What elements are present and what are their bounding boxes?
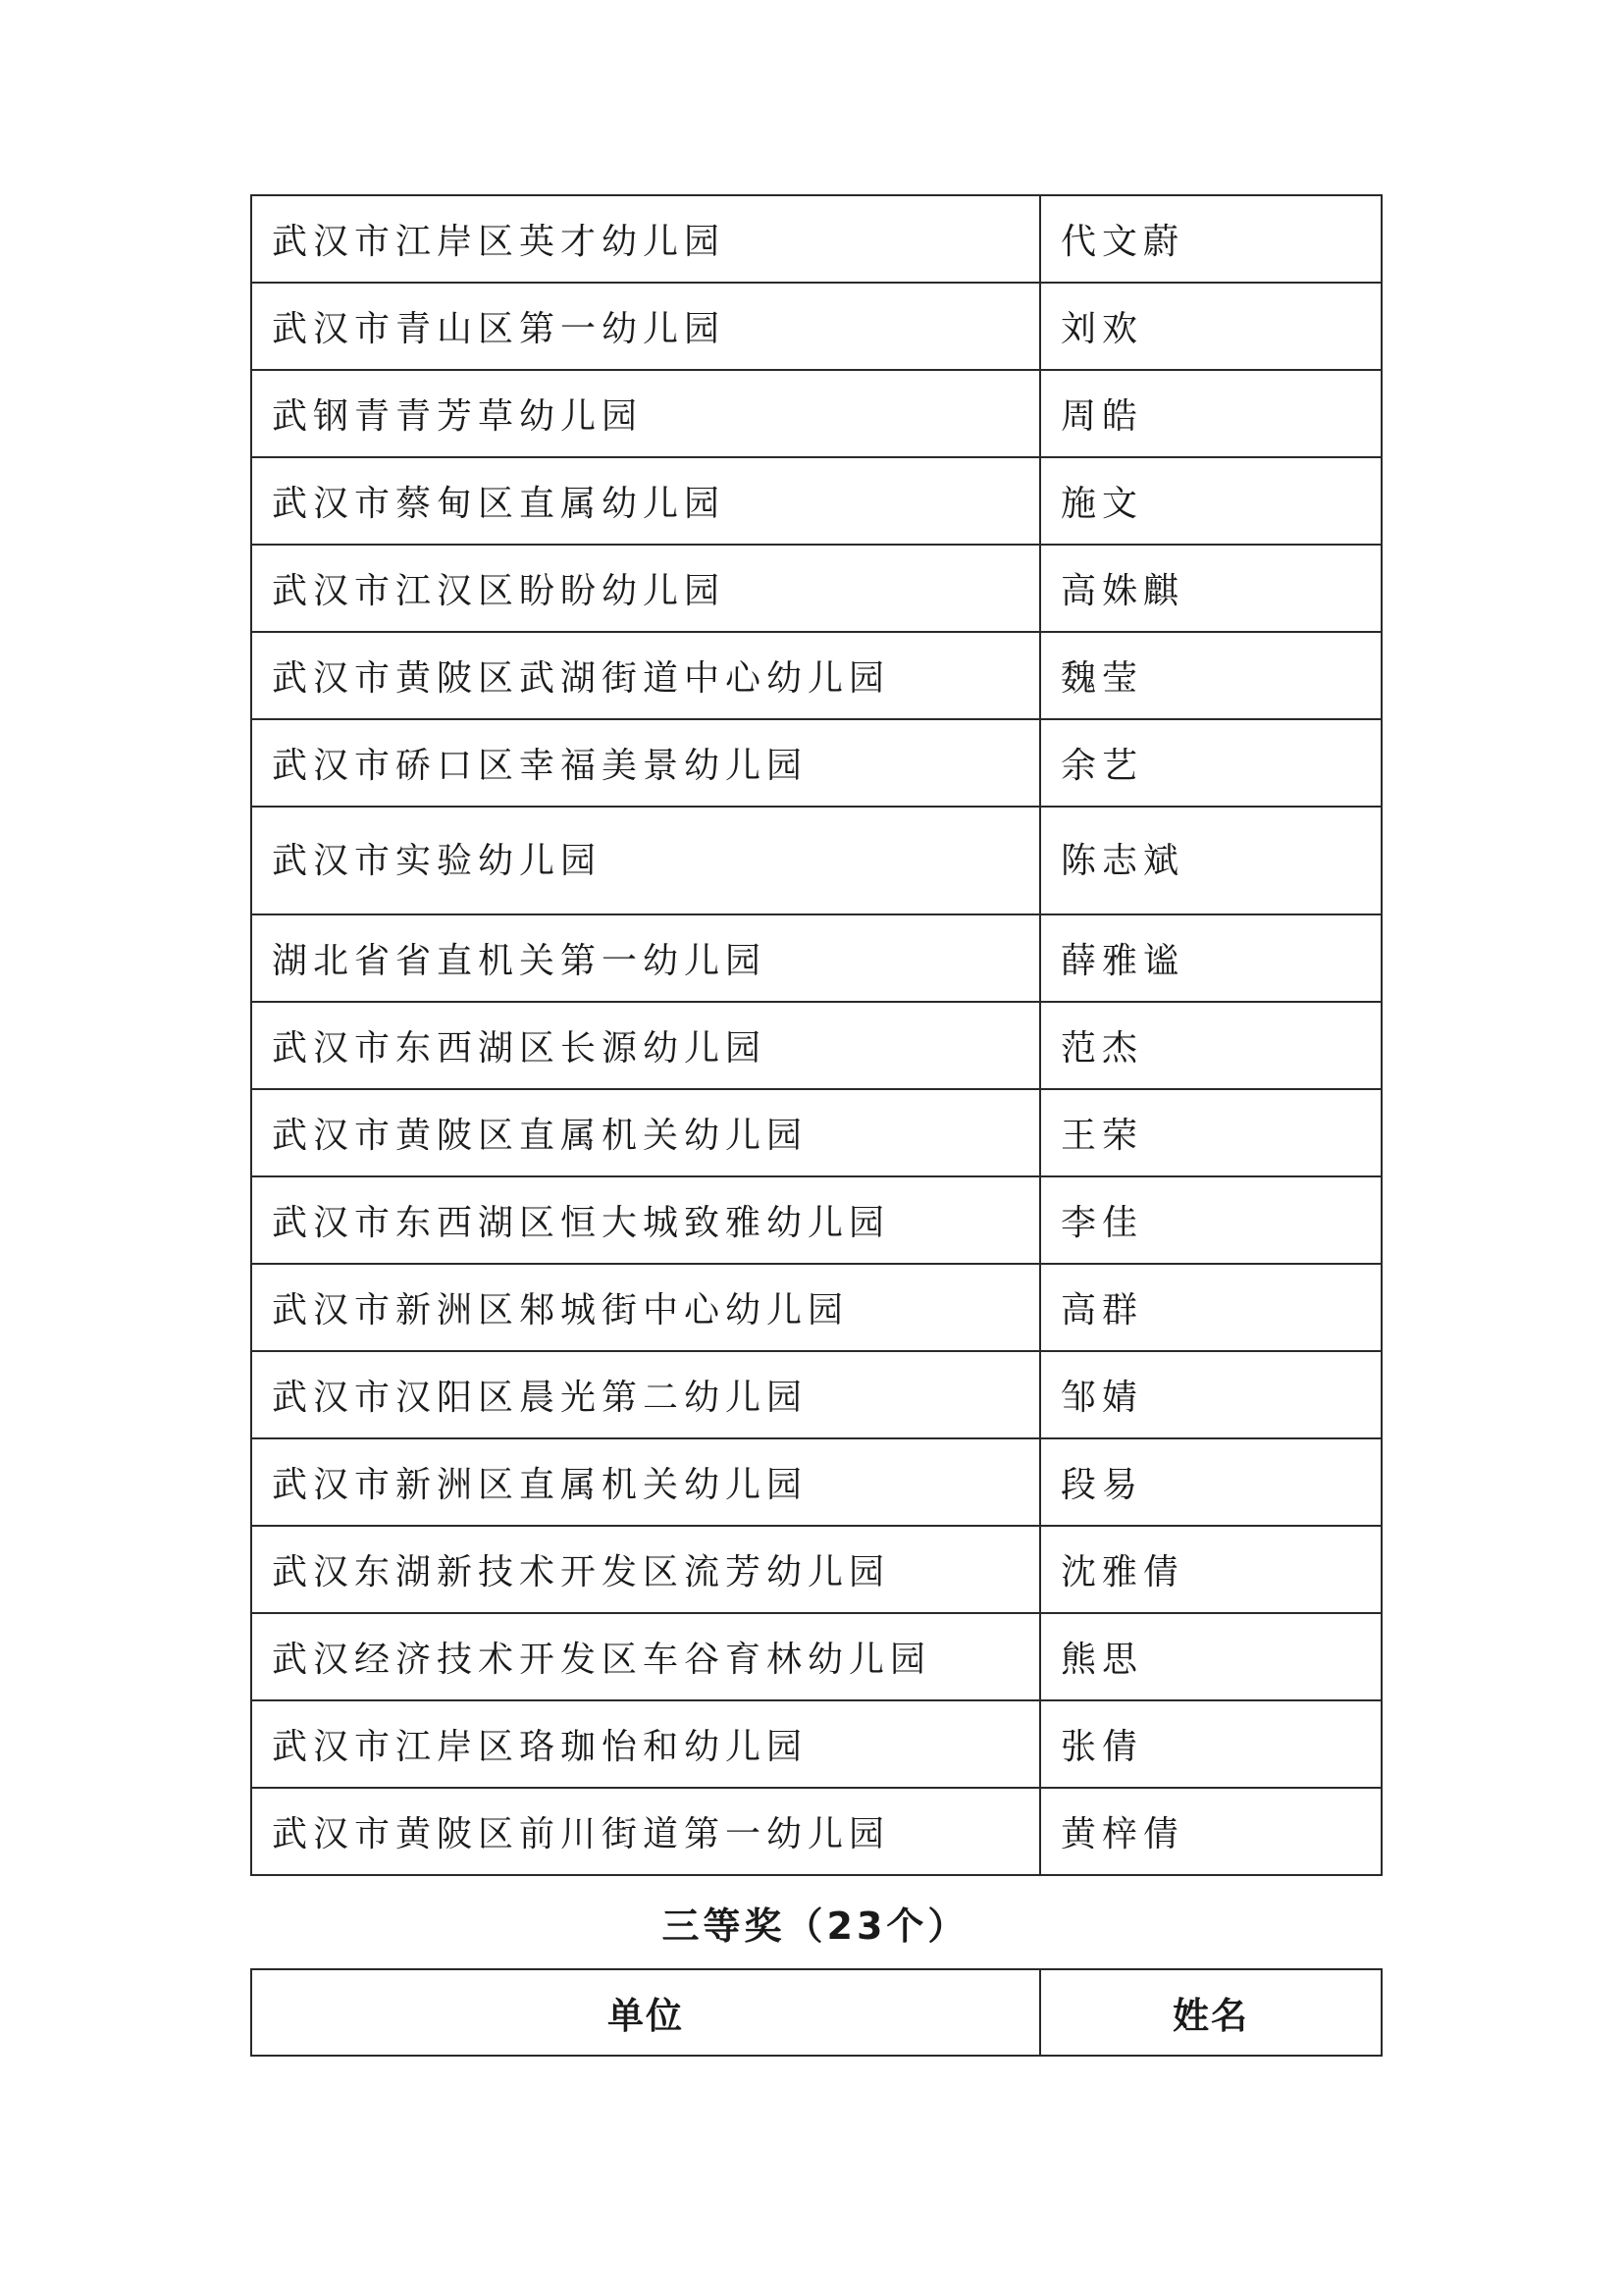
third-prize-table	[250, 1968, 1383, 2057]
table-row	[251, 1002, 1382, 1089]
table-row	[251, 545, 1382, 632]
name-cell: 黄梓倩	[1040, 1788, 1382, 1875]
name-cell: 邹婧	[1040, 1351, 1382, 1438]
unit-cell: 武汉市新洲区直属机关幼儿园	[251, 1438, 1040, 1526]
table-row	[251, 719, 1382, 807]
name-cell: 张倩	[1040, 1700, 1382, 1788]
name-cell: 余艺	[1040, 719, 1382, 807]
name-cell: 沈雅倩	[1040, 1526, 1382, 1613]
name-cell: 高群	[1040, 1264, 1382, 1351]
table-row	[251, 1700, 1382, 1788]
unit-cell: 湖北省省直机关第一幼儿园	[251, 914, 1040, 1002]
table-row	[251, 1438, 1382, 1526]
name-cell: 段易	[1040, 1438, 1382, 1526]
table-row	[251, 283, 1382, 370]
unit-cell: 武汉市蔡甸区直属幼儿园	[251, 457, 1040, 545]
table-row	[251, 807, 1382, 914]
name-cell: 熊思	[1040, 1613, 1382, 1700]
name-column-header: 姓名	[1040, 1969, 1382, 2056]
name-cell: 李佳	[1040, 1176, 1382, 1264]
table-row	[251, 1264, 1382, 1351]
unit-cell: 武汉市硚口区幸福美景幼儿园	[251, 719, 1040, 807]
unit-cell: 武汉市江岸区珞珈怡和幼儿园	[251, 1700, 1040, 1788]
unit-cell: 武汉市青山区第一幼儿园	[251, 283, 1040, 370]
table-row	[251, 195, 1382, 283]
unit-cell: 武汉市汉阳区晨光第二幼儿园	[251, 1351, 1040, 1438]
unit-cell: 武汉东湖新技术开发区流芳幼儿园	[251, 1526, 1040, 1613]
table-row	[251, 1788, 1382, 1875]
table-row	[251, 1526, 1382, 1613]
unit-cell: 武汉市黄陂区直属机关幼儿园	[251, 1089, 1040, 1176]
unit-cell: 武汉市江汉区盼盼幼儿园	[251, 545, 1040, 632]
name-cell: 刘欢	[1040, 283, 1382, 370]
name-cell: 魏莹	[1040, 632, 1382, 719]
unit-cell: 武汉市东西湖区恒大城致雅幼儿园	[251, 1176, 1040, 1264]
second-prize-table-body	[251, 195, 1382, 1875]
third-prize-title: 三等奖（23个）	[661, 1905, 969, 1948]
unit-cell: 武汉市江岸区英才幼儿园	[251, 195, 1040, 283]
table-row	[251, 1176, 1382, 1264]
table-row	[251, 370, 1382, 457]
name-cell: 范杰	[1040, 1002, 1382, 1089]
table-header-row	[251, 1969, 1382, 2056]
name-cell: 薛雅谧	[1040, 914, 1382, 1002]
unit-cell: 武汉经济技术开发区车谷育林幼儿园	[251, 1613, 1040, 1700]
unit-column-header: 单位	[251, 1969, 1040, 2056]
unit-cell: 武汉市黄陂区武湖街道中心幼儿园	[251, 632, 1040, 719]
name-cell: 陈志斌	[1040, 807, 1382, 914]
second-prize-table	[250, 194, 1383, 1876]
unit-cell: 武汉市新洲区邾城街中心幼儿园	[251, 1264, 1040, 1351]
table-row	[251, 632, 1382, 719]
table-row	[251, 457, 1382, 545]
unit-cell: 武汉市东西湖区长源幼儿园	[251, 1002, 1040, 1089]
unit-cell: 武汉市实验幼儿园	[251, 807, 1040, 914]
name-cell: 代文蔚	[1040, 195, 1382, 283]
table-row	[251, 1089, 1382, 1176]
table-row	[251, 1351, 1382, 1438]
name-cell: 周皓	[1040, 370, 1382, 457]
unit-cell: 武汉市黄陂区前川街道第一幼儿园	[251, 1788, 1040, 1875]
name-cell: 施文	[1040, 457, 1382, 545]
unit-cell: 武钢青青芳草幼儿园	[251, 370, 1040, 457]
table-row	[251, 914, 1382, 1002]
name-cell: 王荣	[1040, 1089, 1382, 1176]
table-row	[251, 1613, 1382, 1700]
name-cell: 高姝麒	[1040, 545, 1382, 632]
